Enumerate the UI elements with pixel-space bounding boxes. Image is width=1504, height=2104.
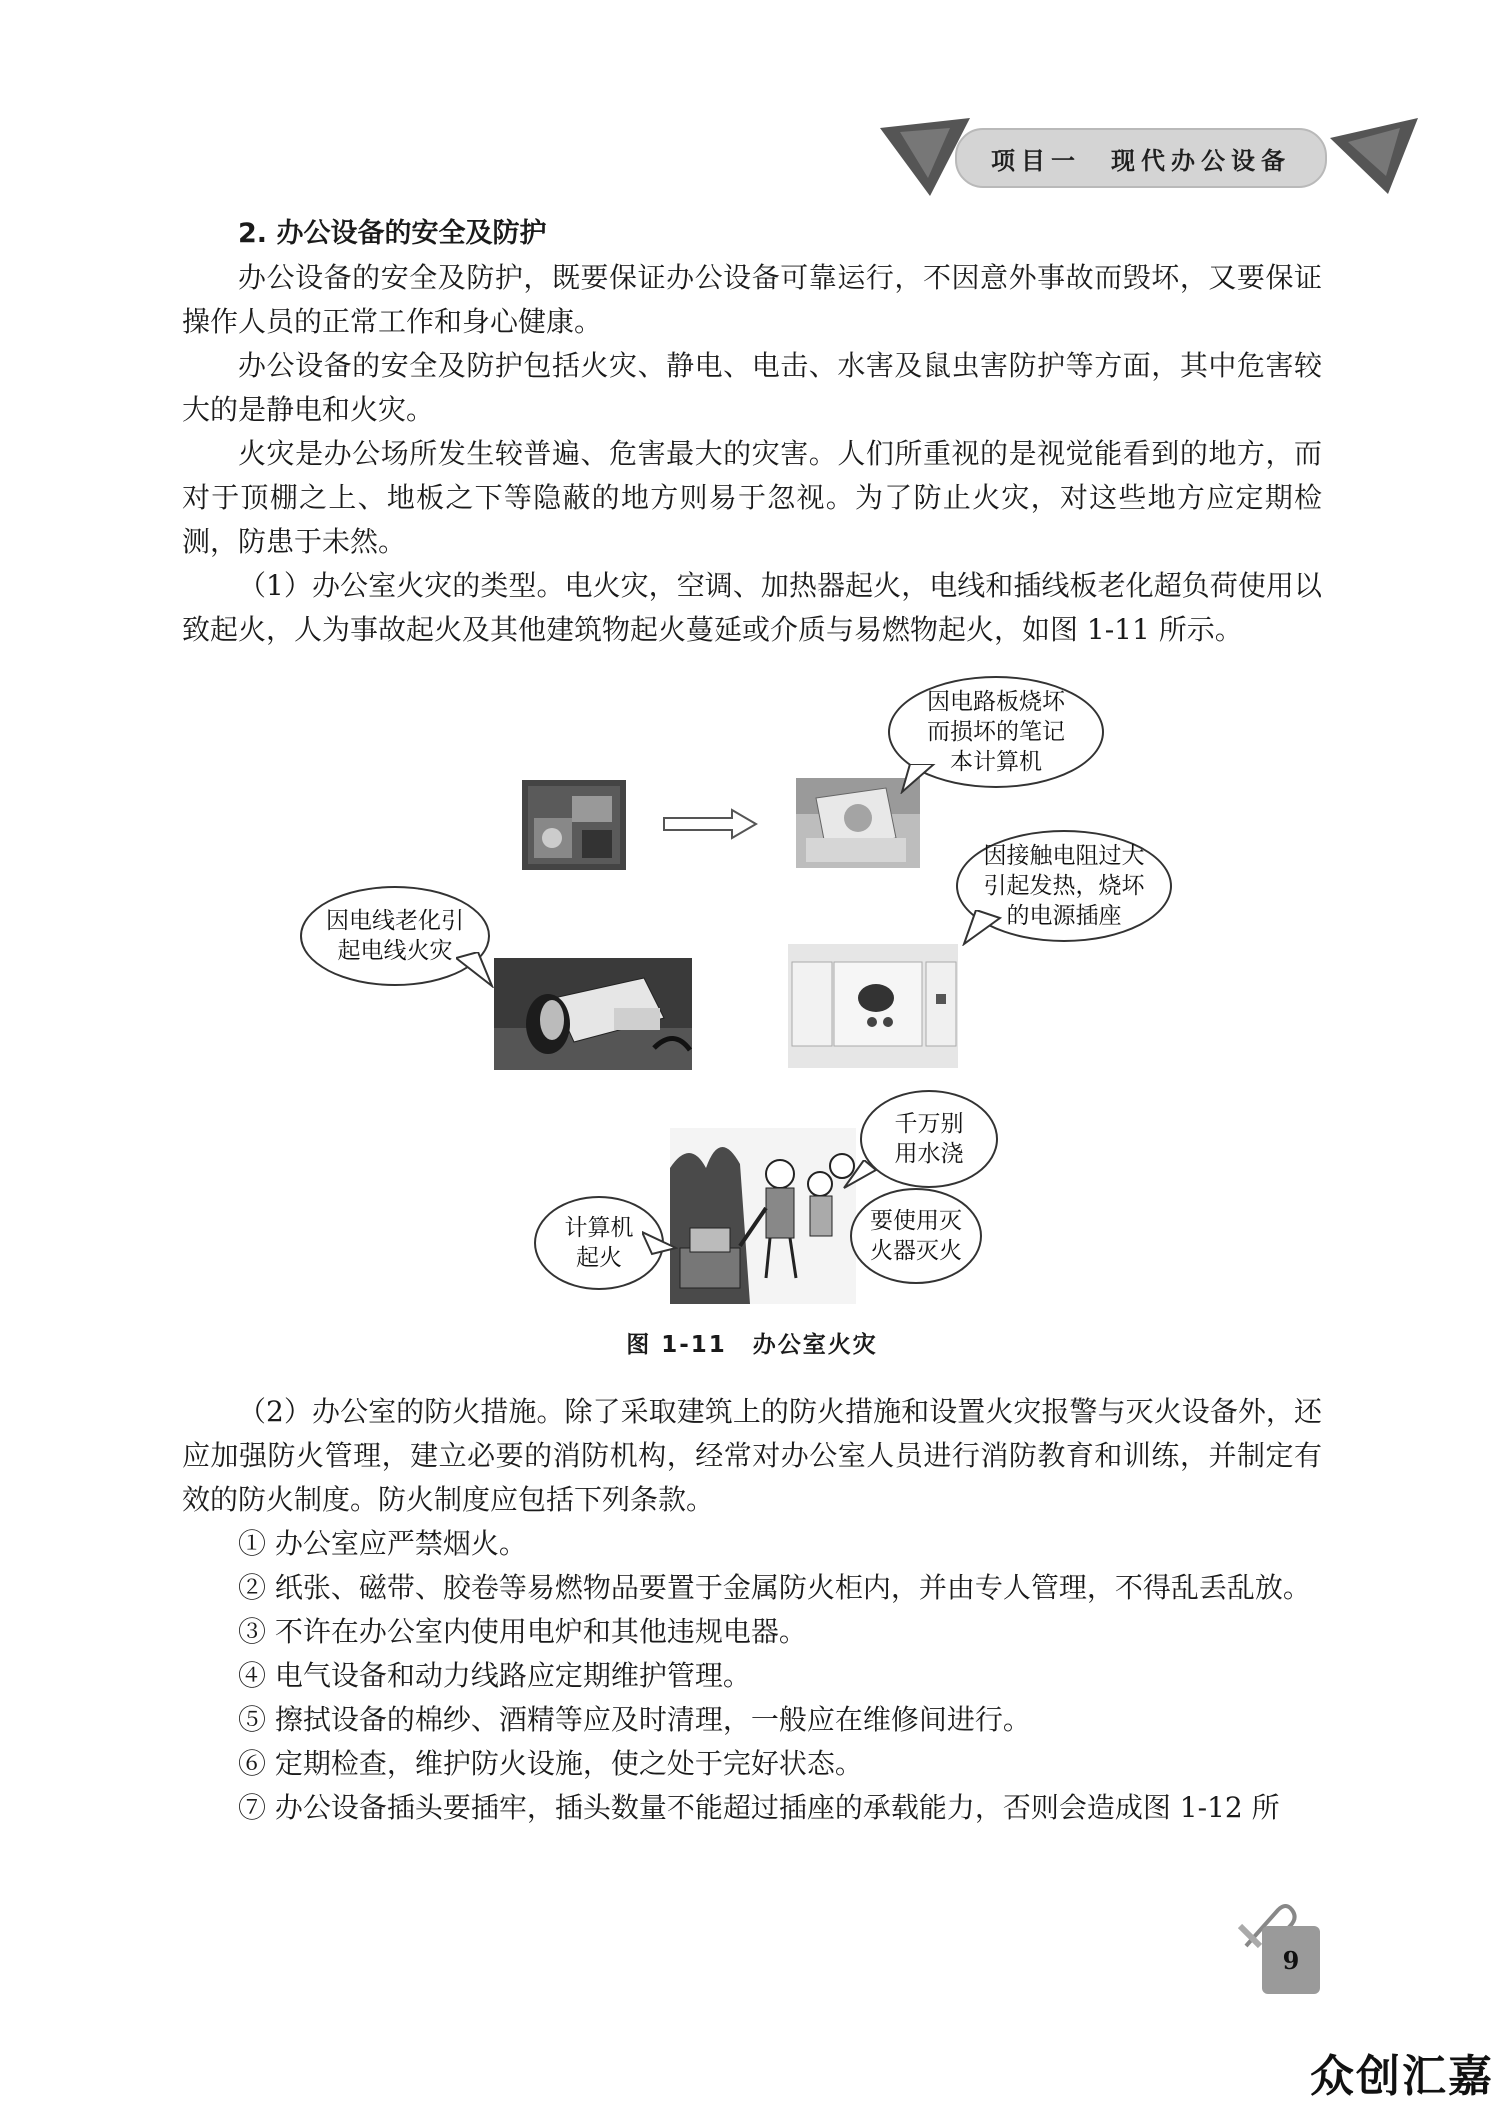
watermark-logo: 众创汇嘉 — [1310, 2051, 1494, 2102]
bubble-tail-icon — [456, 952, 496, 988]
paragraph: 办公设备的安全及防护包括火灾、静电、电击、水害及鼠虫害防护等方面，其中危害较大的是静电和火灾。 — [182, 349, 1322, 426]
page-number: 9 — [1262, 1926, 1320, 1994]
paragraph: 火灾是办公场所发生较普遍、危害最大的灾害。人们所重视的是视觉能看到的地方，而对于顶棚之上、地板之下等隐蔽的地方则易于忽视。为了防止火灾，对这些地方应定期检测，防患于未然。 — [182, 437, 1322, 558]
speech-bubble-laptop: 因电路板烧坏 而损坏的笔记 本计算机 — [888, 676, 1104, 788]
speech-bubble-socket: 因接触电阻过大 引起发热，烧坏 的电源插座 — [956, 830, 1172, 942]
office-fire-cartoon — [670, 1128, 856, 1304]
list-item: ⑥ 定期检查，维护防火设施，使之处于完好状态。 — [238, 1747, 863, 1780]
bubble-tail-icon — [642, 1230, 678, 1260]
list-item: ⑤ 擦拭设备的棉纱、酒精等应及时清理，一般应在维修间进行。 — [238, 1703, 1031, 1736]
list-item: ③ 不许在办公室内使用电炉和其他违规电器。 — [238, 1615, 807, 1648]
bubble-tail-icon — [962, 910, 1002, 946]
list-item: ⑦ 办公设备插头要插牢，插头数量不能超过插座的承载能力，否则会造成图 1-12 所 — [238, 1791, 1280, 1824]
paragraph: （2）办公室的防火措施。除了采取建筑上的防火措施和设置火灾报警与灭火设备外，还应加强防火管理，建立必要的消防机构，经常对办公室人员进行消防教育和训练，并制定有效的防火制度。防火制度应包括下列条款。 — [182, 1395, 1322, 1516]
bottom-text — [182, 1390, 1322, 1830]
list-item: ② 纸张、磁带、胶卷等易燃物品要置于金属防火柜内，并由专人管理，不得乱丢乱放。 — [238, 1571, 1311, 1604]
section-heading: 2. 办公设备的安全及防护 — [238, 218, 547, 249]
chapter-header: 项目一 现代办公设备 — [955, 128, 1327, 188]
melted-laptop-photo — [796, 778, 920, 868]
paragraph: 办公设备的安全及防护，既要保证办公设备可靠运行，不因意外事故而毁坏，又要保证操作人员的正常工作和身心健康。 — [182, 261, 1322, 338]
header-right-triangle-icon — [1330, 118, 1420, 198]
speech-bubble-computer: 计算机 起火 — [534, 1196, 664, 1290]
list-item: ① 办公室应严禁烟火。 — [238, 1527, 527, 1560]
arrow-right-icon — [662, 808, 758, 840]
speech-bubble-wire: 因电线老化引 起电线火灾 — [300, 886, 490, 986]
list-item: ④ 电气设备和动力线路应定期维护管理。 — [238, 1659, 751, 1692]
figure-caption — [0, 1326, 1504, 1359]
figure-number: 图 1-11 — [626, 1332, 727, 1358]
top-text — [182, 212, 1322, 652]
burnt-wall-socket-photo — [788, 944, 958, 1068]
bubble-tail-icon — [900, 764, 940, 794]
burning-power-strip-photo — [494, 958, 692, 1070]
speech-bubble-extinguisher: 要使用灭 火器灭火 — [850, 1188, 982, 1284]
bubble-tail-icon — [842, 1160, 878, 1190]
figure-title: 办公室火灾 — [752, 1332, 878, 1358]
speech-bubble-no-water: 千万别 用水浇 — [860, 1090, 998, 1188]
burnt-laptop-photo — [522, 780, 626, 870]
paragraph: （1）办公室火灾的类型。电火灾，空调、加热器起火，电线和插线板老化超负荷使用以致起火，人为事故起火及其他建筑物起火蔓延或介质与易燃物起火，如图 1-11 所示。 — [182, 569, 1322, 646]
